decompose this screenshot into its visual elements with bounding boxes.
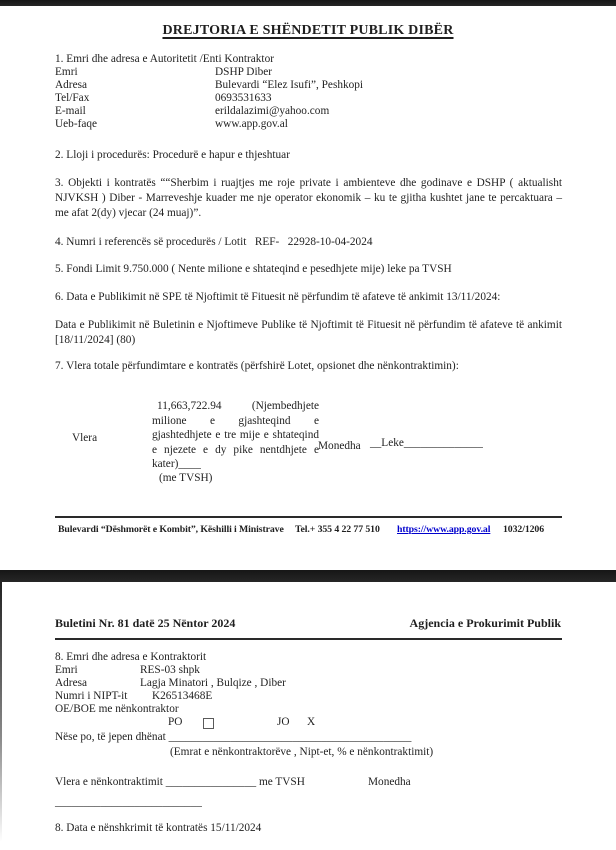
section4-reference-number: 4. Numri i referencës së procedurës / Lotit REF- 22928-10-04-2024	[55, 236, 373, 248]
document-title: DREJTORIA E SHËNDETIT PUBLIK DIBËR	[162, 23, 454, 38]
header-rule	[55, 638, 562, 640]
contractor-nipt-label: Numri i NIPT-it	[55, 690, 128, 702]
jo-x-mark: X	[307, 716, 316, 728]
footer-phone: Tel.+ 355 4 22 77 510	[295, 524, 380, 535]
subcontractor-note: (Emrat e nënkontraktorëve , Nipt-et, % e nënkontraktimit)	[170, 746, 434, 758]
section7-total-value-heading: 7. Vlera totale përfundimtare e kontratës (përfshirë Lotet, opsionet dhe nënkontraktimin):	[55, 360, 459, 372]
po-empty-checkbox-icon	[203, 718, 214, 729]
subcontract-currency-label: Monedha	[368, 776, 411, 788]
vat-note: (me TVSH)	[159, 472, 213, 484]
blank-underscore-line: __________________________	[55, 796, 202, 808]
contractor-address-value: Lagja Minatori , Bulqize , Diber	[140, 677, 286, 689]
subcontract-value-label: Vlera e nënkontraktimit	[55, 776, 163, 788]
authority-telfax-label: Tel/Fax	[55, 92, 90, 104]
authority-address-value: Bulevardi “Elez Isufi”, Peshkopi	[215, 79, 364, 91]
footer-page-number: 1032/1206	[503, 524, 545, 535]
bulletin-header-left: Buletini Nr. 81 datë 25 Nëntor 2024	[55, 616, 236, 630]
authority-web-label: Ueb-faqe	[55, 118, 98, 130]
subcontract-value-line	[55, 776, 305, 789]
jo-label: JO	[277, 716, 290, 728]
top-edge-bar	[0, 0, 616, 6]
authority-address-label: Adresa	[55, 79, 87, 91]
if-yes-blank: ___________________________________________	[168, 731, 412, 743]
section3-contract-object: 3. Objekti i kontratës ““Sherbim i ruajtjes me roje private i ambienteve dhe godinave e DSHP ( aktualisht NJVKSH ) Diber - Marreveshje kuader me nje operator ekonomik – ku te gjitha kushtet jane te percaktuara – me afat 2(dy) vjecar (24 muaj)”.	[55, 177, 562, 219]
section5-limit-fund: 5. Fondi Limit 9.750.000 ( Nente milione e shtateqind e pesedhjete mije) leke pa TVSH	[55, 263, 452, 275]
currency-label: Monedha	[318, 440, 361, 452]
subcontract-value-blank: ________________	[165, 776, 257, 788]
footer-address: Bulevardi “Dëshmorët e Kombit”, Këshilli i Ministrave	[58, 524, 284, 535]
section6-spe-publication-date: 6. Data e Publikimit në SPE të Njoftimit të Fituesit në përfundim të afateve të ankimit 13/11/2024:	[55, 291, 501, 303]
footer-rule	[55, 516, 562, 518]
po-label: PO	[168, 716, 183, 728]
if-yes-label: Nëse po, të jepen dhënat	[55, 731, 166, 743]
contractor-name-label: Emri	[55, 664, 78, 676]
bulletin-header-right: Agjencia e Prokurimit Publik	[409, 616, 561, 630]
contract-signing-date: 8. Data e nënshkrimit të kontratës 15/11/2024	[55, 822, 262, 834]
section8-heading: 8. Emri dhe adresa e Kontraktorit	[55, 651, 207, 663]
currency-value: __Leke______________	[370, 437, 483, 449]
contractor-address-label: Adresa	[55, 677, 87, 689]
left-edge-shadow	[0, 582, 2, 842]
contractor-nipt-value: K26513468E	[152, 690, 213, 702]
section6-bulletin-publication-date: Data e Publikimit në Buletinin e Njoftimeve Publike të Njoftimit të Fituesit në përfundim të afateve të ankimit [18/11/2024] (80)	[55, 319, 562, 346]
authority-web-value: www.app.gov.al	[215, 118, 288, 130]
section1-heading: 1. Emri dhe adresa e Autoritetit /Enti Kontraktor	[55, 53, 274, 65]
authority-email-value: erildalazimi@yahoo.com	[215, 105, 330, 117]
authority-name-value: DSHP Diber	[215, 66, 273, 78]
authority-telfax-value: 0693531633	[215, 92, 272, 104]
page-separator-bar	[0, 570, 616, 582]
subcontract-vat-label: me TVSH	[258, 776, 305, 788]
if-yes-line	[55, 731, 411, 744]
authority-email-label: E-mail	[55, 105, 86, 117]
subcontractor-question: OE/BOE me nënkontraktor	[55, 703, 179, 715]
section2-procedure-type: 2. Lloji i procedurës: Procedurë e hapur e thjeshtuar	[55, 149, 290, 161]
footer-app-link[interactable]: https://www.app.gov.al	[397, 524, 491, 535]
contractor-name-value: RES-03 shpk	[140, 664, 200, 676]
contract-amount-text: 11,663,722.94 (Njembedhjete milione e gjashteqind e gjashtedhjete e tre mije e shtateqind e njezete e dy pike nentdhjete e kater)____	[152, 400, 319, 471]
authority-name-label: Emri	[55, 66, 78, 78]
value-label: Vlera	[72, 432, 98, 444]
